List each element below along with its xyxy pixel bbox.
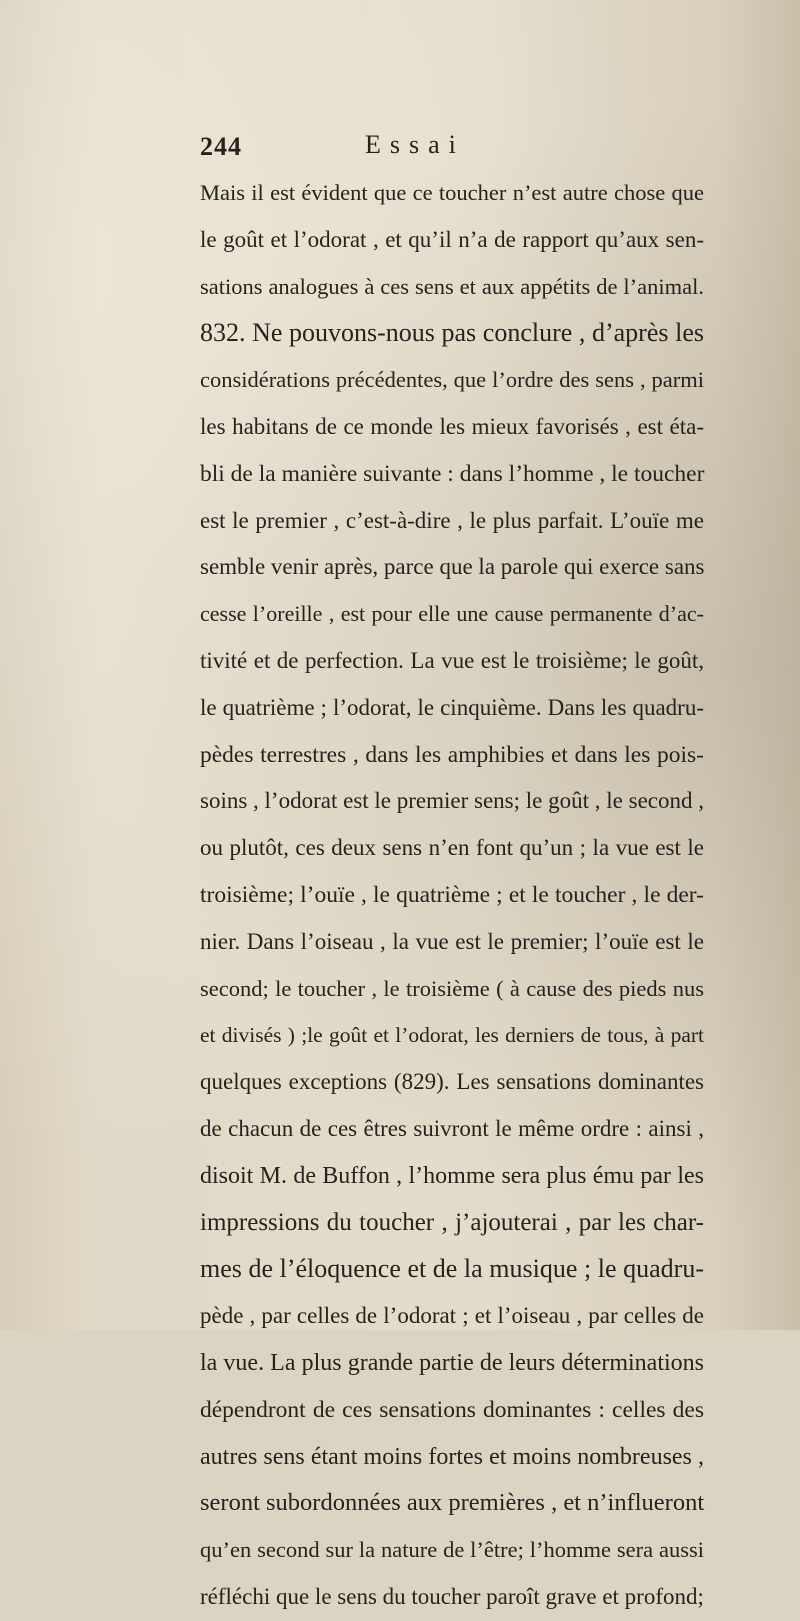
text-line: est le premier , c’est-à-dire , le plus parfait. L’ouïe me [200,507,704,533]
text-line: autres sens étant moins fortes et moins nombreuses , [200,1443,704,1470]
text-line: dépendront de ces sensations dominantes : celles des [200,1396,704,1423]
text-line: les habitans de ce monde les mieux favorisés , est éta- [200,413,704,439]
text-line: bli de la manière suivante : dans l’homme , le toucher [200,460,705,487]
text-line: semble venir après, parce que la parole qui exerce sans [200,554,705,580]
text-line: mes de l’éloquence et de la musique ; le quadru- [200,1254,704,1284]
text-line: réfléchi que le sens du toucher paroît grave et profond; [200,1583,704,1609]
text-line: seront subordonnées aux premières , et n’influeront [200,1489,705,1517]
text-line: de chacun de ces êtres suivront le même ordre : ainsi , [200,1115,704,1141]
page-header [200,128,600,168]
text-line: second; le toucher , le troisième ( à cause des pieds nus [200,975,704,1001]
text-line: et divisés ) ;le goût et l’odorat, les derniers de tous, à part [200,1023,704,1048]
text-line: quelques exceptions (829). Les sensations dominantes [200,1069,704,1095]
page-number: 244 [200,132,242,161]
text-line: 832. Ne pouvons-nous pas conclure , d’après les [200,318,704,348]
text-line: le quatrième ; l’odorat, le cinquième. Dans les quadru- [200,694,704,720]
text-line: sations analogues à ces sens et aux appétits de l’animal. [200,273,704,299]
running-title: Essai [365,130,465,159]
body-text [200,170,704,1621]
text-line: disoit M. de Buffon , l’homme sera plus ému par les [200,1162,704,1189]
text-line: le goût et l’odorat , et qu’il n’a de rapport qu’aux sen- [200,226,704,252]
text-line: ou plutôt, ces deux sens n’en font qu’un ; la vue est le [200,835,704,861]
text-line: troisième; l’ouïe , le quatrième ; et le toucher , le der- [200,881,704,908]
text-line: pède , par celles de l’odorat ; et l’oiseau , par celles de [200,1303,704,1329]
text-line: cesse l’oreille , est pour elle une cause permanente d’ac- [200,601,704,627]
text-line: pèdes terrestres , dans les amphibies et dans les pois- [200,741,704,768]
text-line: tivité et de perfection. La vue est le troisième; le goût, [200,647,704,673]
text-line: considérations précédentes, que l’ordre des sens , parmi [200,367,704,393]
text-line: impressions du toucher , j’ajouterai , par les char- [200,1208,704,1236]
text-line: nier. Dans l’oiseau , la vue est le premier; l’ouïe est le [200,928,704,954]
text-line: soins , l’odorat est le premier sens; le goût , le second , [200,788,704,814]
text-line: Mais il est évident que ce toucher n’est autre chose que [200,180,704,205]
text-line: la vue. La plus grande partie de leurs déterminations [200,1349,704,1376]
text-line: qu’en second sur la nature de l’être; l’homme sera aussi [200,1537,704,1563]
